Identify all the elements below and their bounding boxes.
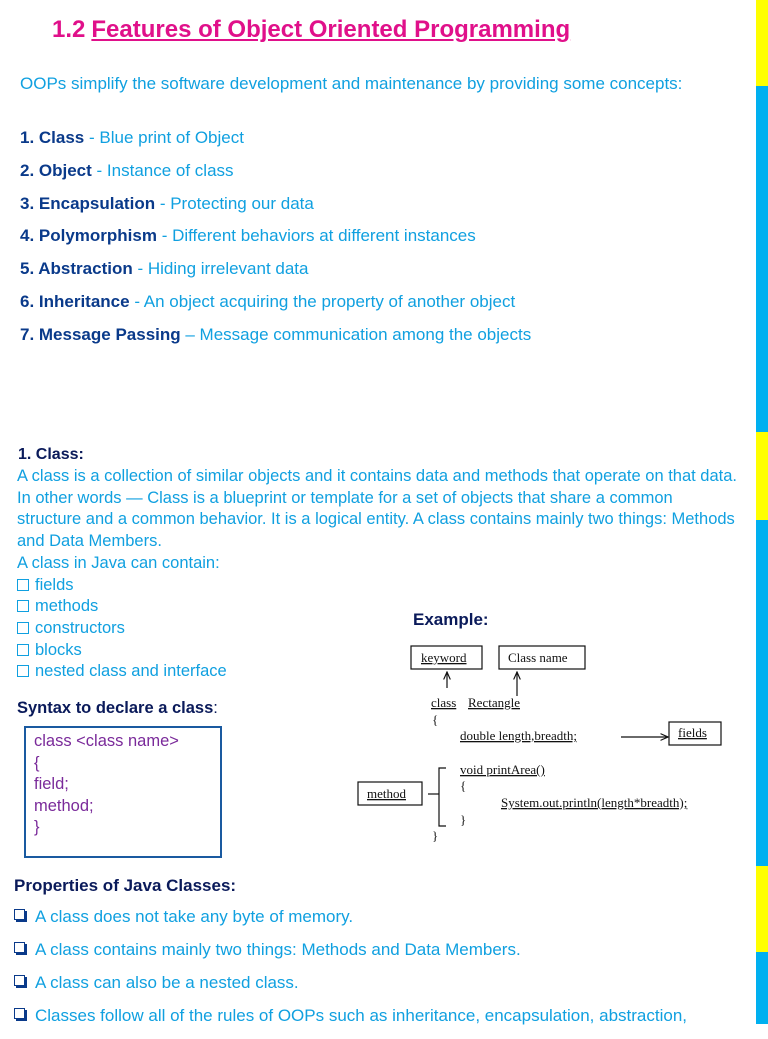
syntax-heading-colon: :	[213, 699, 218, 717]
syntax-line: {	[34, 753, 40, 772]
bar-segment-blue	[756, 86, 768, 432]
contain-item	[17, 575, 737, 597]
checkbox-square-icon	[17, 665, 29, 677]
intro-text: OOPs simplify the software development and maintenance by providing some concepts:	[20, 74, 683, 93]
contain-item-label: blocks	[35, 640, 82, 659]
concept-item	[20, 259, 531, 292]
property-item	[14, 940, 687, 973]
oop-concepts-list	[20, 128, 531, 358]
checkbox-square-icon	[17, 644, 29, 656]
concept-term: 1. Class	[20, 128, 85, 147]
keyword-label: keyword	[421, 650, 467, 665]
property-text: A class can also be a nested class.	[35, 973, 299, 992]
syntax-code-box	[24, 726, 222, 858]
syntax-heading	[17, 699, 218, 718]
properties-list	[14, 907, 687, 1039]
concept-term: 5. Abstraction	[20, 259, 133, 279]
property-item	[14, 973, 687, 1006]
concept-desc: – Message communication among the objects	[180, 324, 532, 344]
concept-desc: - Hiding irrelevant data	[132, 259, 309, 279]
class-heading: 1. Class:	[18, 446, 84, 463]
checkbox-square-icon	[17, 579, 29, 591]
right-edge-color-bar	[756, 0, 768, 1024]
page-title	[52, 16, 570, 44]
contain-item-label: fields	[35, 575, 74, 594]
checkbox-square-icon	[17, 622, 29, 634]
property-text: A class does not take any byte of memory.	[35, 907, 354, 926]
concept-item	[20, 226, 531, 259]
square-bullet-icon	[14, 975, 25, 986]
bar-segment-blue	[756, 952, 768, 1024]
class-paragraph: A class is a collection of similar objects and it contains data and methods that operate on that data. In other words — Class is a blueprint or template for a set of objects that share a common structure and a common behavior. It is a logical entity. A class contains mainly two things: Methods and Data Members.	[17, 467, 738, 551]
concept-item	[20, 194, 531, 227]
code-method-close: }	[460, 812, 467, 827]
square-bullet-icon	[14, 909, 25, 920]
contain-item-label: nested class and interface	[35, 662, 227, 681]
syntax-line: field;	[34, 775, 69, 794]
bar-segment-yellow	[756, 866, 768, 952]
code-class-keyword: class	[431, 695, 457, 710]
concept-term: 6. Inheritance	[20, 291, 130, 311]
contain-item-label: constructors	[35, 618, 125, 637]
concept-term: 4. Polymorphism	[20, 226, 157, 246]
section-number: 1.2	[52, 16, 86, 43]
bar-segment-yellow	[756, 432, 768, 520]
contain-item-label: methods	[35, 597, 99, 616]
concept-item	[20, 128, 531, 161]
property-item	[14, 1006, 687, 1039]
class-name-label: Class name	[508, 650, 568, 665]
concept-desc: - Instance of class	[91, 160, 234, 180]
syntax-heading-text: Syntax to declare a class	[17, 699, 214, 717]
code-class-name: Rectangle	[468, 695, 520, 710]
concept-desc: - Protecting our data	[155, 193, 314, 213]
code-open-brace: {	[432, 712, 439, 727]
property-text: Classes follow all of the rules of OOPs such as inheritance, encapsulation, abstraction,	[35, 1006, 688, 1025]
concept-item	[20, 292, 531, 325]
square-bullet-icon	[14, 942, 25, 953]
concept-term: 7. Message Passing	[20, 324, 181, 344]
properties-heading: Properties of Java Classes:	[14, 876, 237, 895]
example-heading: Example:	[413, 610, 489, 629]
concept-desc: - An object acquiring the property of another object	[129, 291, 516, 311]
concept-item	[20, 161, 531, 194]
checkbox-square-icon	[17, 600, 29, 612]
concept-desc: - Blue print of Object	[84, 128, 244, 147]
property-item	[14, 907, 687, 940]
class-can-contain: A class in Java can contain:	[17, 553, 220, 572]
syntax-line: method;	[34, 796, 94, 815]
fields-label: fields	[678, 725, 707, 740]
class-example-diagram	[340, 636, 750, 850]
concept-term: 2. Object	[20, 160, 92, 180]
method-label: method	[367, 786, 406, 801]
concept-desc: - Different behaviors at different instances	[156, 226, 476, 246]
property-text: A class contains mainly two things: Methods and Data Members.	[35, 940, 521, 959]
syntax-line: class <class name>	[34, 732, 179, 750]
bar-segment-blue	[756, 520, 768, 866]
contain-item	[17, 596, 737, 618]
code-method-signature: void printArea()	[460, 762, 545, 777]
bar-segment-yellow	[756, 0, 768, 86]
square-bullet-icon	[14, 1008, 25, 1019]
concept-item	[20, 325, 531, 358]
code-method-body: System.out.println(length*breadth);	[501, 795, 688, 810]
syntax-line: }	[34, 818, 40, 837]
code-close-brace: }	[432, 828, 439, 843]
method-bracket	[439, 768, 446, 826]
code-field-line: double length,breadth;	[460, 728, 577, 743]
concept-term: 3. Encapsulation	[20, 193, 156, 213]
code-method-open: {	[460, 778, 467, 793]
section-title: Features of Object Oriented Programming	[91, 16, 571, 43]
